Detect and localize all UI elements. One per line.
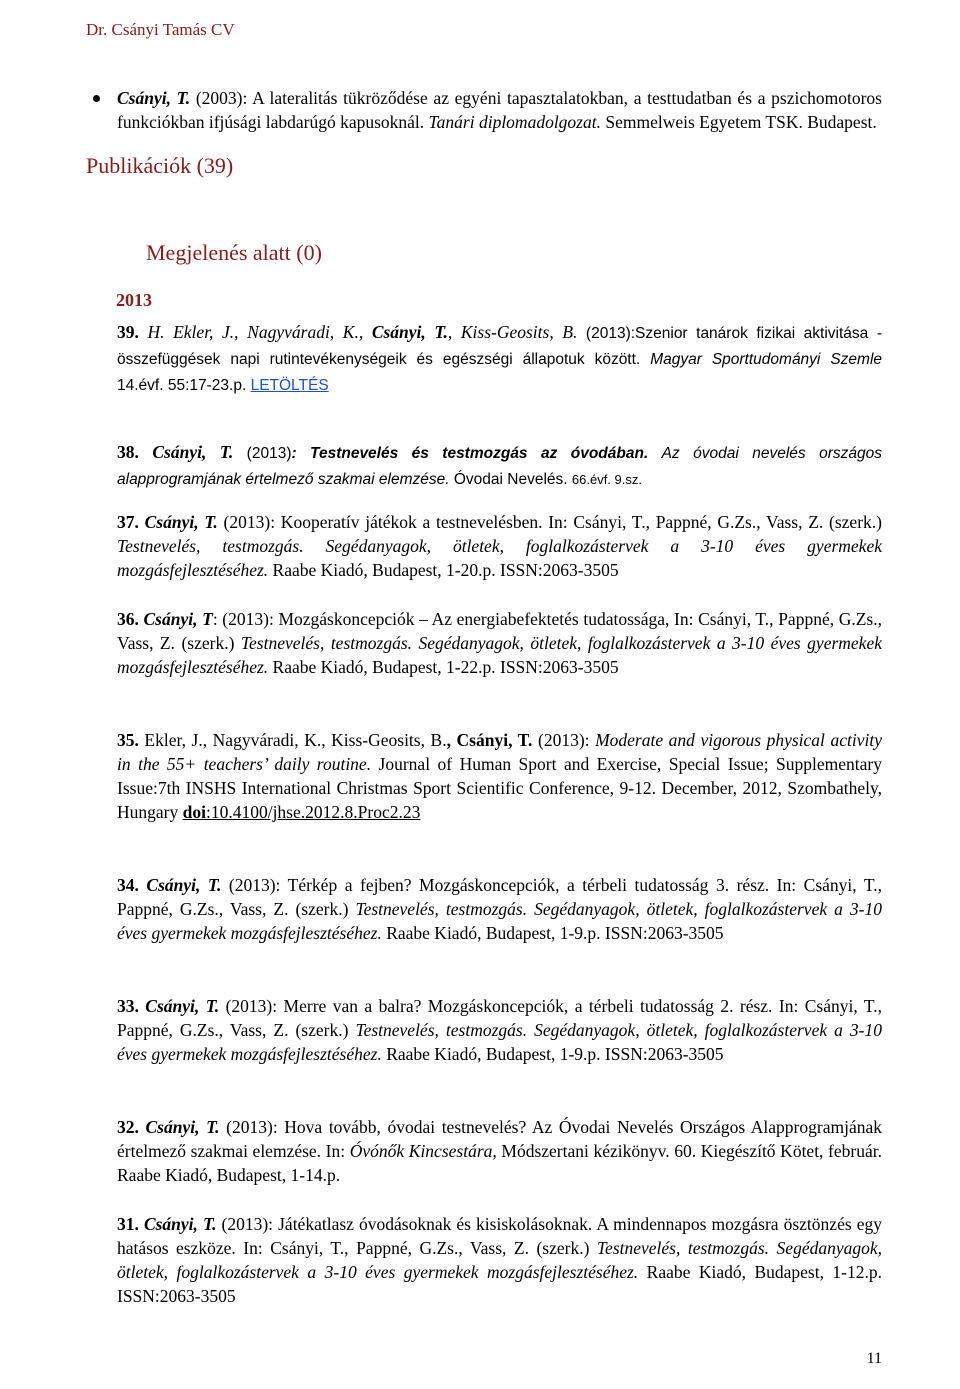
entry-italic: Testnevelés, testmozgás. Segédanyagok, ötletek, foglalkozástervek a 3-10 éves gyermekek mozgásfejlesztéséhez. <box>117 633 882 677</box>
entry-italic: Moderate and vigorous physical activity in the 55+ teachers’ daily routine. <box>117 730 882 774</box>
entry-number: 36. <box>117 609 139 629</box>
doi-link[interactable]: :10.4100/jhse.2012.8.Proc2.23 <box>205 802 421 822</box>
publication-38 <box>117 440 882 492</box>
entry-tail: Raabe Kiadó, Budapest, 1-12.p. ISSN:2063-3505 <box>117 1262 882 1306</box>
entry-tail: Journal of Human Sport and Exercise, Special Issue; Supplementary Issue:7th INSHS International Christmas Sport Scientific Conference, 9-12. December, 2012, Szombathely, Hungary <box>117 754 882 822</box>
entry-text: (2013): Térkép a fejben? Mozgáskoncepciók, a térbeli tudatosság 3. rész. In: Csányi, T., Pappné, G.Zs., Vass, Z. (szerk.) <box>117 875 882 919</box>
author-name: Csányi, T. <box>138 996 220 1016</box>
entry-number: 38. <box>117 442 139 462</box>
publication-34 <box>117 873 882 945</box>
author-name: Csányi, T. <box>138 1214 217 1234</box>
author-name: Csányi, T <box>138 609 213 629</box>
entry-tail: 14.évf. 55:17-23.p. <box>117 377 251 394</box>
entry-tail: Raabe Kiadó, Budapest, 1-9.p. ISSN:2063-3505 <box>381 1044 724 1064</box>
entry-year: (2013): <box>532 730 596 750</box>
author-name: Csányi, T. <box>138 875 222 895</box>
entry-text: (2013): Kooperatív játékok a testnevelésben. In: Csányi, T., Pappné, G.Zs., Vass, Z. (szerk.) <box>217 512 882 532</box>
forthcoming-heading: Megjelenés alatt (0) <box>146 240 322 265</box>
publications-heading: Publikációk (39) <box>86 153 234 178</box>
author-name: Csányi, T. <box>371 322 448 342</box>
entry-italic: Tanári diplomadolgozat. <box>428 112 601 132</box>
entry-number: 37. <box>117 512 139 532</box>
doi-label: doi <box>182 802 206 822</box>
entry-text: (2013): Hova tovább, óvodai testnevelés? Az Óvodai Nevelés Országos Alapprogramjának értelmező szakmai elemzése. In: <box>117 1117 882 1161</box>
entry-italic: Testnevelés, testmozgás. Segédanyagok, ötletek, foglalkozástervek a 3-10 éves gyermekek mozgásfejlesztéséhez. <box>117 536 882 580</box>
entry-year: (2013) <box>233 445 292 462</box>
author-name: Csányi, T. <box>117 88 191 108</box>
entry-tail: Óvodai Nevelés. <box>449 471 572 488</box>
entry-italic: Testnevelés, testmozgás. Segédanyagok, ötletek, foglalkozástervek a 3-10 éves gyermekek mozgásfejlesztéséhez. <box>117 1238 882 1282</box>
download-link[interactable]: LETÖLTÉS <box>250 377 329 394</box>
author-name: Csányi, T. <box>138 512 218 532</box>
entry-authors: Ekler, J., Nagyváradi, K., Kiss-Geosits, B. <box>138 730 447 750</box>
entry-rest: Semmelweis Egyetem TSK. Budapest. <box>600 112 877 132</box>
entry-text: (2013): Játékatlasz óvodásoknak és kisiskolásoknak. A mindennapos mozgásra ösztönzés egy hatásos eszköze. In: Csányi, T., Pappné, G.Zs., Vass, Z. (szerk.) <box>117 1214 882 1258</box>
entry-number: 39. <box>117 322 139 342</box>
entry-text: : Testnevelés és testmozgás az óvodában. <box>291 445 662 462</box>
entry-number: 34. <box>117 875 139 895</box>
thesis-entry <box>117 86 882 134</box>
journal-name: Magyar Sporttudományi Szemle <box>650 351 883 368</box>
publication-32 <box>117 1115 882 1187</box>
entry-authors-rest: , Kiss-Geosits, B. <box>447 322 578 342</box>
entry-italic: Óvónők Kincsestára <box>349 1141 493 1161</box>
page-header: Dr. Csányi Tamás CV <box>86 20 235 39</box>
bullet-icon <box>93 95 100 102</box>
entry-tail: Raabe Kiadó, Budapest, 1-20.p. ISSN:2063-3505 <box>268 560 619 580</box>
page-number: 11 <box>866 1350 882 1367</box>
entry-number: 31. <box>117 1214 139 1234</box>
entry-volume: 66.évf. 9.sz. <box>571 472 642 487</box>
year-heading: 2013 <box>116 290 152 310</box>
entry-italic: Testnevelés, testmozgás. Segédanyagok, ötletek, foglalkozástervek a 3-10 éves gyermekek mozgásfejlesztéséhez. <box>117 899 882 943</box>
publication-37 <box>117 510 882 582</box>
publication-31 <box>117 1212 882 1308</box>
entry-authors: H. Ekler, J., Nagyváradi, K., <box>138 322 372 342</box>
author-name: Csányi, T. <box>138 1117 220 1137</box>
entry-number: 32. <box>117 1117 139 1137</box>
publication-36 <box>117 607 882 679</box>
entry-tail: , Módszertani kézikönyv. 60. Kiegészítő Kötet, február. Raabe Kiadó, Budapest, 1-14.p. <box>117 1141 882 1185</box>
entry-italic: Az óvodai nevelés országos alapprogramjának értelmező szakmai elemzése. <box>117 445 882 488</box>
entry-text: (2013):Szenior tanárok fizikai aktivitása - összefüggések napi rutintevékenységeik és egészségi állapotuk között. <box>117 325 882 368</box>
entry-number: 33. <box>117 996 139 1016</box>
entry-tail: Raabe Kiadó, Budapest, 1-9.p. ISSN:2063-3505 <box>381 923 724 943</box>
publication-35 <box>117 728 882 824</box>
publication-33 <box>117 994 882 1066</box>
entry-text: (2003): A lateralitás tükröződése az egyéni tapasztalatokban, a testtudatban és a pszichomotoros funkciókban ifjúsági labdarúgó kapusoknál. <box>117 88 882 132</box>
entry-italic: Testnevelés, testmozgás. Segédanyagok, ötletek, foglalkozástervek a 3-10 éves gyermekek mozgásfejlesztéséhez. <box>117 1020 882 1064</box>
publication-39 <box>117 320 882 398</box>
entry-number: 35. <box>117 730 139 750</box>
author-name: , Csányi, T. <box>446 730 533 750</box>
author-name: Csányi, T. <box>138 442 234 462</box>
entry-text: : (2013): Mozgáskoncepciók – Az energiabefektetés tudatossága, In: Csányi, T., Pappné, G.Zs., Vass, Z. (szerk.) <box>117 609 882 653</box>
entry-tail: Raabe Kiadó, Budapest, 1-22.p. ISSN:2063-3505 <box>268 657 619 677</box>
entry-text: (2013): Merre van a balra? Mozgáskoncepciók, a térbeli tudatosság 2. rész. In: Csányi, T., Pappné, G.Zs., Vass, Z. (szerk.) <box>117 996 882 1040</box>
